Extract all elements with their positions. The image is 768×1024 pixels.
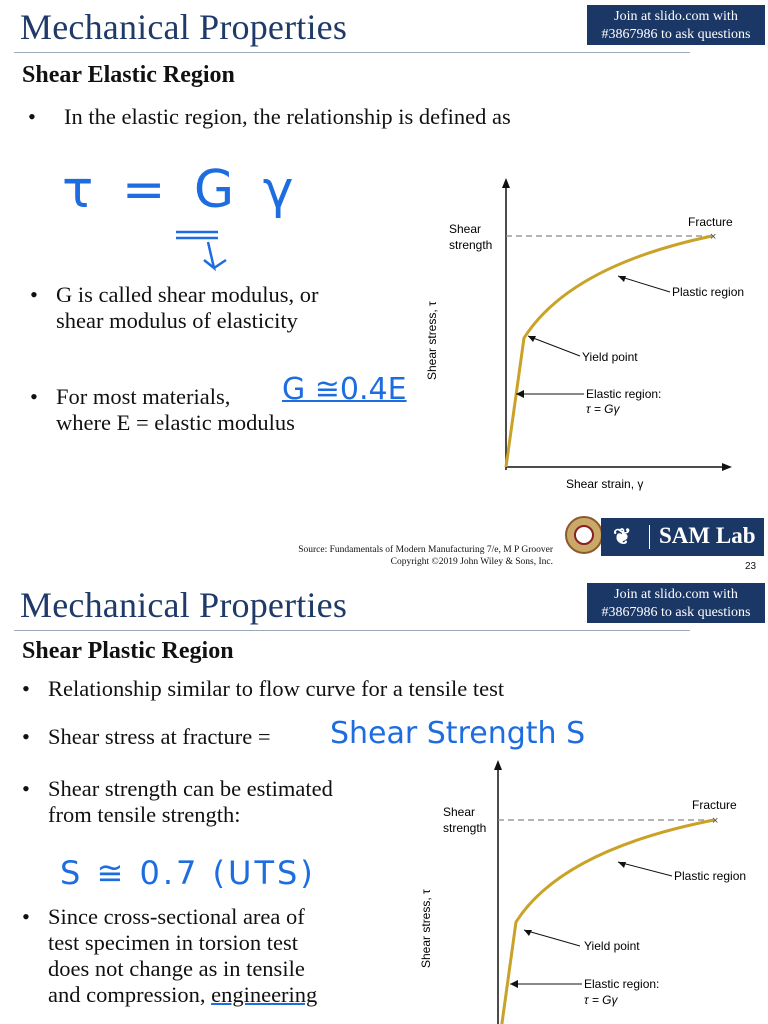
yield-point-label: Yield point (582, 350, 638, 364)
plastic-region-label: Plastic region (672, 285, 745, 299)
y-axis-arrow (502, 178, 510, 188)
elastic-region-label: Elastic region: (586, 387, 662, 401)
bullet-dot: • (30, 282, 38, 307)
slido-banner (587, 583, 765, 623)
fracture-marker: × (710, 231, 717, 243)
bullet-text: For most materials, (56, 384, 231, 409)
yield-pointer (528, 336, 580, 356)
pointer-arrowhead (618, 276, 626, 282)
elastic-region-label: Elastic region: (584, 977, 660, 991)
bullet-text: Shear stress at fracture = (48, 724, 271, 749)
lab-emblem-icon: ❦ (613, 524, 632, 549)
plastic-pointer (618, 862, 672, 876)
source-line-2: Copyright ©2019 John Wiley & Sons, Inc. (390, 557, 553, 567)
university-seal-logo (565, 516, 603, 554)
shear-strength-label-2: strength (443, 821, 487, 835)
x-axis-arrow (722, 463, 732, 471)
slido-line-1: Join at slido.com with (614, 587, 738, 602)
bullet-item (30, 384, 295, 436)
bullet-item (22, 776, 333, 828)
y-axis-label: Shear stress, τ (425, 301, 439, 380)
slido-line-2: #3867986 to ask questions (601, 27, 751, 42)
slide-24 (0, 578, 768, 1024)
y-axis-arrow (494, 760, 502, 770)
plastic-region-label: Plastic region (674, 869, 747, 883)
sam-lab-logo (601, 518, 764, 556)
plastic-pointer (618, 276, 670, 292)
x-axis-label: Shear strain, γ (566, 477, 644, 491)
elastic-formula-label: τ = Gγ (584, 993, 618, 1007)
slido-banner (587, 5, 765, 45)
y-axis-label: Shear stress, τ (419, 889, 433, 968)
bullet-text: Since cross-sectional area of (48, 904, 305, 929)
bullet-item (28, 104, 511, 130)
bullet-dot: • (28, 104, 36, 129)
bullet-text: Shear strength can be estimated (48, 776, 333, 801)
fracture-label: Fracture (688, 215, 733, 229)
logo-divider (649, 525, 650, 549)
bullet-text-continued: and compression, (48, 982, 206, 1007)
slido-line-1: Join at slido.com with (614, 9, 738, 24)
handwritten-note: G ≅0.4E (282, 372, 407, 407)
elastic-formula-label: τ = Gγ (586, 402, 620, 416)
shear-stress-strain-chart (420, 170, 750, 500)
section-heading: Shear Elastic Region (22, 62, 235, 88)
fracture-label: Fracture (692, 798, 737, 812)
handwritten-equation: τ = G γ (62, 160, 300, 220)
handwritten-shear-strength: Shear Strength S (330, 716, 586, 751)
bullet-item (22, 724, 271, 750)
slide-title: Mechanical Properties (20, 585, 348, 625)
bullet-dot: • (22, 676, 30, 701)
bullet-text-continued: where E = elastic modulus (56, 410, 295, 435)
underlined-term: engineering (211, 982, 318, 1007)
handwritten-arrow (170, 228, 240, 284)
bullet-text-continued: from tensile strength: (48, 802, 241, 827)
title-divider (14, 52, 690, 53)
bullet-dot: • (30, 384, 38, 409)
bullet-text-continued: does not change as in tensile (48, 956, 305, 981)
shear-strength-label-1: Shear (449, 222, 482, 236)
bullet-item (30, 282, 319, 334)
slide-title: Mechanical Properties (20, 7, 348, 47)
pointer-arrowhead (618, 862, 626, 868)
slido-line-2: #3867986 to ask questions (601, 605, 751, 620)
page-number: 23 (745, 561, 757, 572)
shear-stress-strain-chart (412, 752, 758, 1024)
source-line-1: Source: Fundamentals of Modern Manufacturing 7/e, M P Groover (298, 545, 553, 555)
bullet-text: Relationship similar to flow curve for a tensile test (48, 676, 505, 701)
bullet-text-continued: test specimen in torsion test (48, 930, 298, 955)
bullet-item (22, 676, 505, 702)
lab-name: SAM Lab (659, 523, 756, 548)
handwritten-estimate: S ≅ 0.7 (UTS) (60, 854, 316, 892)
pointer-arrowhead (524, 930, 532, 936)
bullet-text: G is called shear modulus, or (56, 282, 319, 307)
bullet-text: In the elastic region, the relationship is defined as (64, 104, 511, 129)
pointer-arrowhead (510, 980, 518, 988)
shear-strength-label-2: strength (449, 238, 493, 252)
fracture-marker: × (712, 815, 719, 827)
bullet-dot: • (22, 904, 30, 929)
bullet-dot: • (22, 776, 30, 801)
bullet-item (22, 904, 318, 1008)
section-heading: Shear Plastic Region (22, 638, 234, 664)
source-citation (200, 544, 553, 568)
yield-point-label: Yield point (584, 939, 640, 953)
bullet-text-continued: shear modulus of elasticity (56, 308, 298, 333)
shear-strength-label-1: Shear (443, 805, 476, 819)
bullet-dot: • (22, 724, 30, 749)
title-divider (14, 630, 690, 631)
yield-pointer (524, 930, 580, 946)
